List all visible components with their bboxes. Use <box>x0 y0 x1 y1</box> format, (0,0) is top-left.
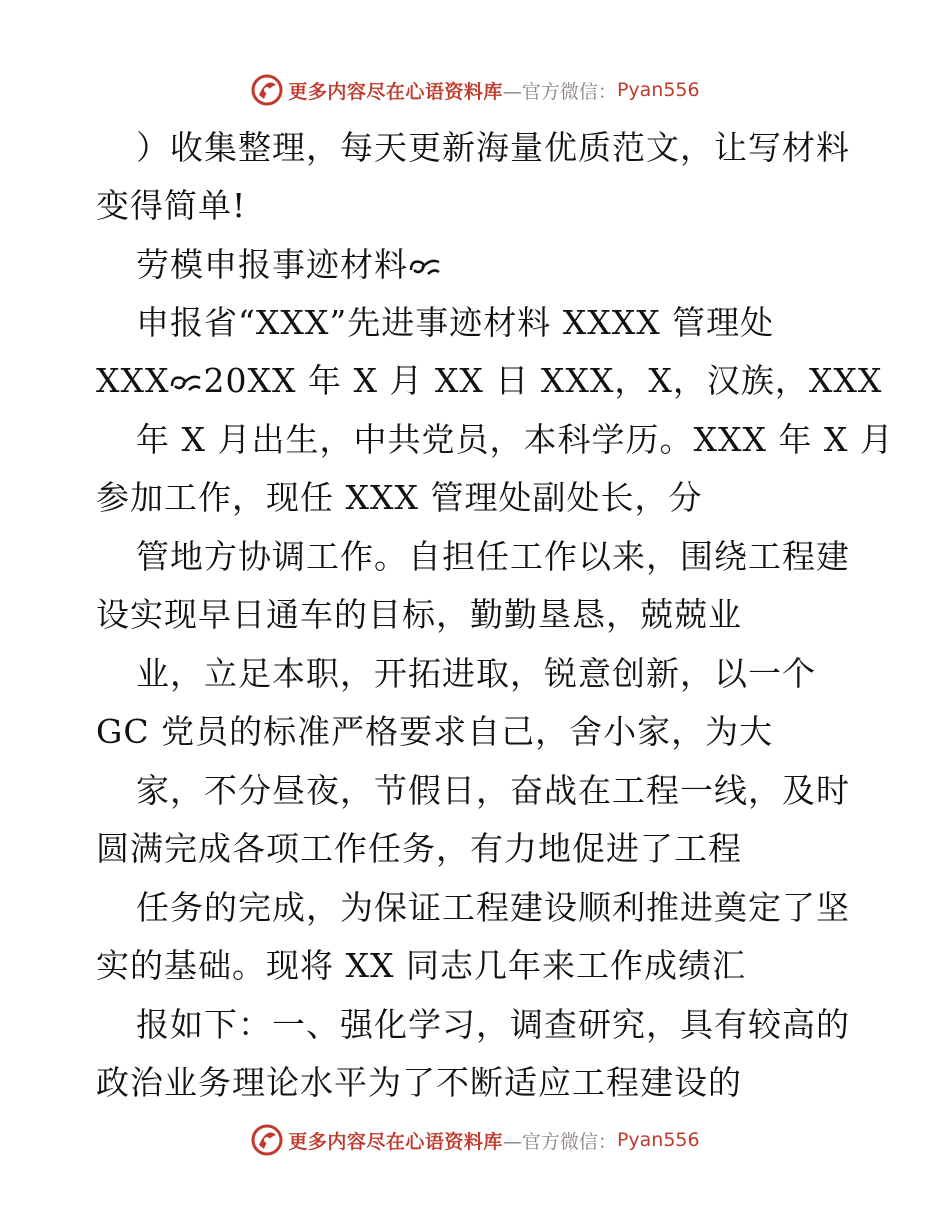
body-line: 年 X 月出生，中共党员，本科学历。XXX 年 X 月 <box>136 420 894 459</box>
document-title: 劳模申报事迹材料 <box>136 245 408 284</box>
body-line: 设实现早日通车的目标，勤勤垦恳，兢兢业 <box>96 595 742 634</box>
body-line: 实的基础。现将 XX 同志几年来工作成绩汇 <box>96 946 746 985</box>
logo-icon <box>250 1123 284 1157</box>
body-line: 业，立足本职，开拓进取，锐意创新，以一个 <box>136 654 816 693</box>
body-line-title <box>136 245 442 285</box>
body-text: XXX <box>96 361 170 400</box>
body-line: GC 党员的标准严格要求自己，舍小家，为大 <box>96 712 774 751</box>
body-line: 申报省“XXX”先进事迹材料 XXXX 管理处 <box>136 303 775 342</box>
body-line: 变得简单! <box>96 186 247 225</box>
banner-text: 更多内容尽在心语资料库 <box>288 80 503 103</box>
body-text: 20XX 年 X 月 XX 日 XXX，X，汉族，XXX <box>203 361 883 400</box>
body-line: 报如下：一、强化学习，调查研究，具有较高的 <box>136 1005 850 1044</box>
banner-wechat-id: Pyan556 <box>616 79 700 101</box>
header-banner <box>0 70 950 110</box>
banner-separator: —官方微信： <box>502 80 617 103</box>
body-line-date <box>96 361 882 401</box>
paragraph-mark-icon <box>408 256 442 278</box>
paragraph-mark-icon <box>169 372 203 394</box>
banner-text: 更多内容尽在心语资料库 <box>288 1130 503 1153</box>
body-line: 任务的完成，为保证工程建设顺利推进奠定了坚 <box>136 888 850 927</box>
body-line: 管地方协调工作。自担任工作以来，围绕工程建 <box>136 537 850 576</box>
banner-wechat-id: Pyan556 <box>616 1129 700 1151</box>
body-line: 圆满完成各项工作任务，有力地促进了工程 <box>96 829 742 868</box>
logo-icon <box>250 73 284 107</box>
body-line: 政治业务理论水平为了不断适应工程建设的 <box>96 1063 742 1102</box>
body-line: ）收集整理，每天更新海量优质范文，让写材料 <box>136 128 850 167</box>
footer-banner <box>0 1120 950 1160</box>
banner-separator: —官方微信： <box>502 1130 617 1153</box>
body-line: 参加工作，现任 XXX 管理处副处长，分 <box>96 478 703 517</box>
body-line: 家，不分昼夜，节假日，奋战在工程一线，及时 <box>136 771 850 810</box>
